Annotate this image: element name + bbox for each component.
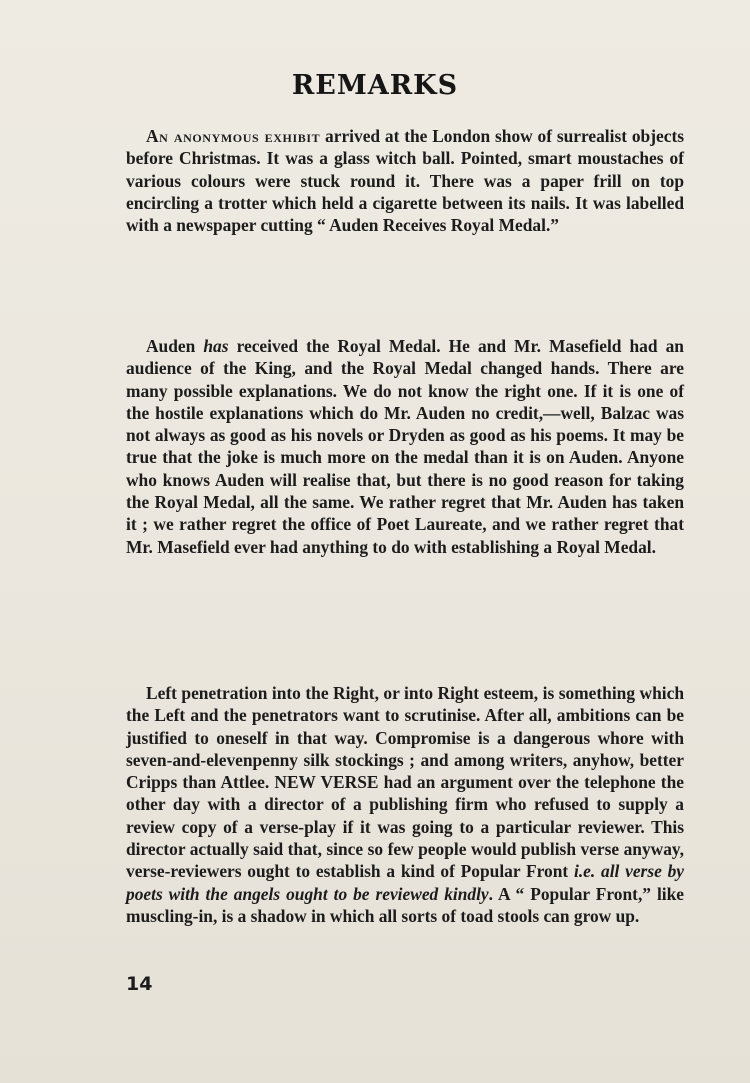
paragraph-italic-emphasis: i.e. all verse by poets with the angels ought to be reviewed kindly	[126, 861, 684, 904]
paragraph-text-start: Auden	[146, 336, 204, 356]
paragraph-italic-emphasis: has	[203, 336, 229, 356]
paragraph-popular-front	[126, 682, 684, 927]
page-title: REMARKS	[291, 70, 459, 101]
paragraph-text-end: received the Royal Medal. He and Mr. Masefield had an audience of the King, and the Royal Medal changed hands. There are many possible explanations. We do not know the right one. If it is one of the hostile explanations which do Mr. Auden no credit,—well, Balzac was not always as good as his novels or Dryden as good as his poems. It may be true that the joke is much more on the medal than it is on Auden. Anyone who knows Auden will realise that, but there is no good reason for taking the Royal Medal, all the same. We rather regret that Mr. Auden has taken it ; we rather regret the office of Poet Laureate, and we rather regret that Mr. Masefield ever had anything to do with establishing a Royal Medal.	[126, 336, 684, 557]
page-number: 14	[126, 973, 153, 995]
paragraph-witch-ball	[126, 125, 684, 236]
paragraph-text: arrived at the London show of surrealist objects before Christmas. It was a glass witch ball. Pointed, smart moustaches of various colours were stuck round it. There was a paper frill on top encircling a trotter which held a cigarette between its nails. It was labelled with a newspaper cutting “ Auden Receives Royal Medal.”	[126, 126, 684, 236]
paragraph-text-end: . A “ Popular Front,” like muscling-in, is a shadow in which all sorts of toad stools can grow up.	[126, 883, 685, 926]
paragraph-text-start: Left penetration into the Right, or into Right esteem, is something which the Left and the penetrators want to scrutinise. After all, ambitions can be justified to oneself in that way. Compromise is a dangerous whore with seven-and-elevenpenny silk stockings ; and among writers, anyhow, better Cripps than Attlee. NEW VERSE had an argument over the telephone the other day with a director of a publishing firm who refused to supply a review copy of a verse-play if it was going to a particular reviewer. This director actually said that, since so few people would publish verse anyway, verse-reviewers ought to establish a kind of Popular Front	[126, 683, 684, 882]
paragraph-lead-smallcaps: An anonymous exhibit	[146, 126, 321, 146]
paragraph-royal-medal	[126, 335, 684, 558]
